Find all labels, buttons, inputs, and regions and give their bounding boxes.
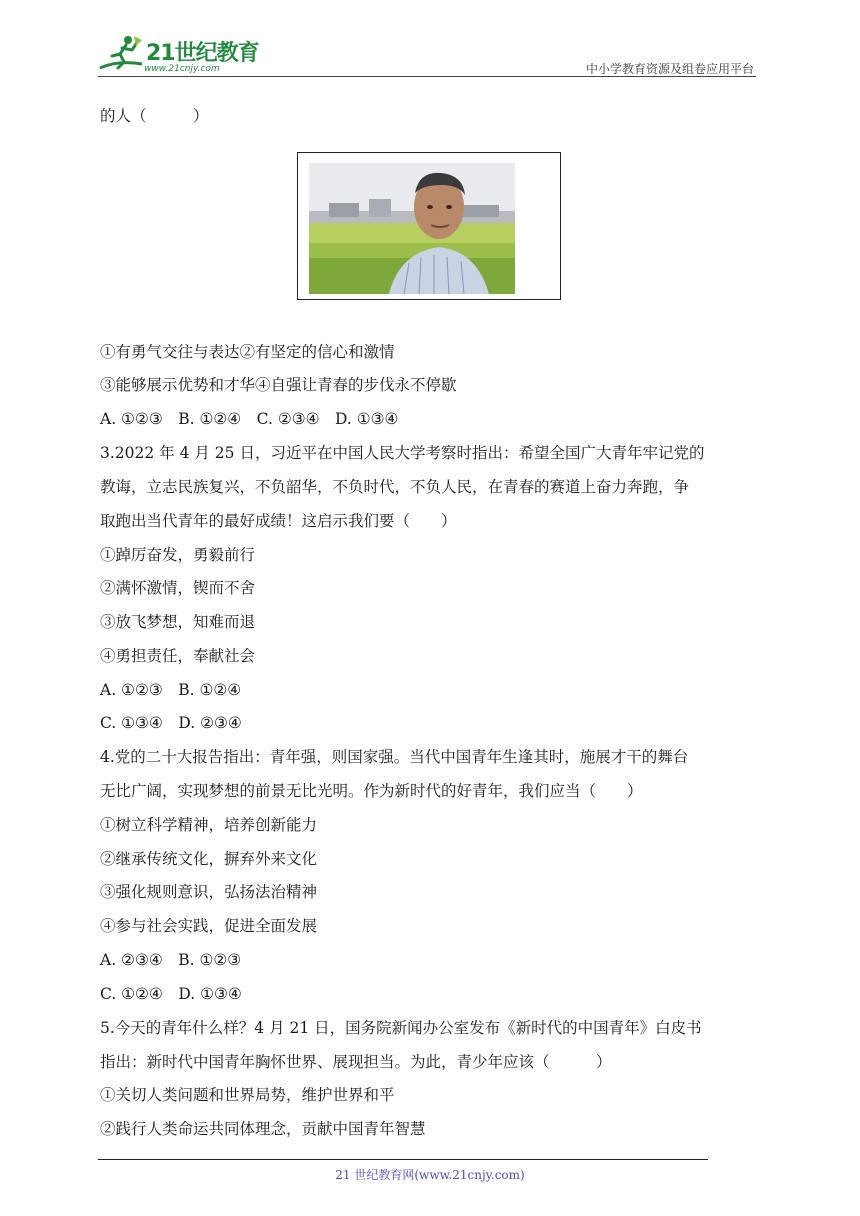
question-4-text: 无比广阔，实现梦想的前景无比光明。作为新时代的好青年，我们应当（ ） bbox=[100, 782, 643, 800]
page-header bbox=[98, 30, 756, 78]
answer-options: A. ①②③ B. ①②④ bbox=[100, 681, 242, 699]
question-3-text: 取跑出当代青年的最好成绩！这启示我们要（ ） bbox=[100, 512, 457, 530]
statement-item: ①树立科学精神，培养创新能力 bbox=[100, 816, 318, 834]
runner-logo-icon bbox=[98, 34, 146, 74]
footer-divider bbox=[98, 1159, 708, 1160]
photo-frame bbox=[297, 152, 561, 300]
statement-item: ③强化规则意识，弘扬法治精神 bbox=[100, 883, 318, 901]
text-line: 的人（ ） bbox=[100, 107, 209, 125]
question-3-text: 教诲，立志民族复兴，不负韶华，不负时代，不负人民，在青春的赛道上奋力奔跑，争 bbox=[100, 478, 690, 496]
logo bbox=[98, 34, 268, 74]
statement-item: ②践行人类命运共同体理念，贡献中国青年智慧 bbox=[100, 1120, 426, 1138]
footer-text: 21 世纪教育网(www.21cnjy.com) bbox=[335, 1168, 525, 1182]
answer-options: C. ①②④ D. ①③④ bbox=[100, 985, 242, 1003]
logo-url: www.21cnjy.com bbox=[144, 64, 220, 74]
statement-item: ①关切人类问题和世界局势，维护世界和平 bbox=[100, 1086, 395, 1104]
question-5-text: 5.今天的青年什么样？4 月 21 日，国务院新闻办公室发布《新时代的中国青年》白皮书 bbox=[100, 1019, 702, 1037]
text-line: ③能够展示优势和才华④自强让青春的步伐永不停歇 bbox=[100, 376, 457, 394]
answer-options: A. ②③④ B. ①②③ bbox=[100, 951, 242, 969]
answer-options: C. ①③④ D. ②③④ bbox=[100, 714, 242, 732]
question-5-text: 指出：新时代中国青年胸怀世界、展现担当。为此，青少年应该（ ） bbox=[100, 1053, 612, 1071]
statement-item: ②继承传统文化，摒弃外来文化 bbox=[100, 850, 318, 868]
header-divider bbox=[98, 76, 756, 77]
statement-item: ①踔厉奋发，勇毅前行 bbox=[100, 546, 256, 564]
question-3-text: 3.2022 年 4 月 25 日，习近平在中国人民大学考察时指出：希望全国广大青年牢记党的 bbox=[100, 444, 705, 462]
header-platform-title: 中小学教育资源及组卷应用平台 bbox=[585, 62, 754, 76]
text-line: ①有勇气交往与表达②有坚定的信心和激情 bbox=[100, 343, 395, 361]
statement-item: ③放飞梦想，知难而退 bbox=[100, 613, 256, 631]
answer-options: A. ①②③ B. ①②④ C. ②③④ D. ①③④ bbox=[100, 410, 399, 428]
statement-item: ④勇担责任，奉献社会 bbox=[100, 647, 256, 665]
elderly-man-in-rice-field-photo bbox=[309, 163, 515, 294]
statement-item: ②满怀激情，锲而不舍 bbox=[100, 579, 256, 597]
question-4-text: 4.党的二十大报告指出：青年强，则国家强。当代中国青年生逢其时，施展才干的舞台 bbox=[100, 748, 689, 766]
statement-item: ④参与社会实践，促进全面发展 bbox=[100, 917, 318, 935]
logo-text: 21世纪教育 bbox=[146, 41, 259, 66]
